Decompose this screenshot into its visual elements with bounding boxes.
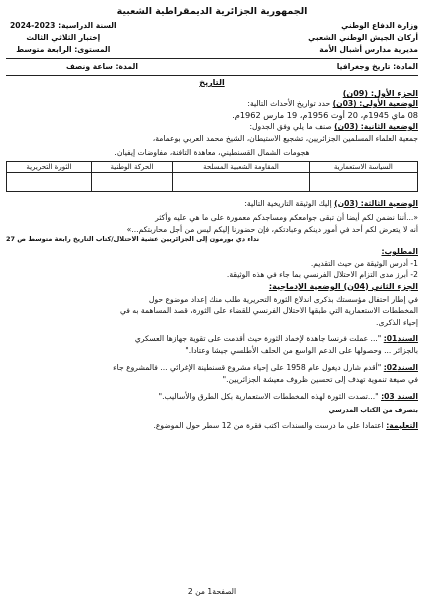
meta-center bbox=[10, 20, 117, 56]
exam-name: إختبار الثلاثي الثالث bbox=[26, 33, 101, 42]
meta-right bbox=[308, 20, 418, 56]
situation1-text: حدد تواريخ الأحداث التالية: bbox=[247, 99, 331, 108]
situation1-title: الوضعية الأولى: (03ن) bbox=[332, 99, 418, 108]
subject-row bbox=[6, 61, 418, 73]
support-doc-2-text-1: "أقدم شارل ديغول عام 1958 على إحياء مشروع قسنطينة الإغرائي ... فالمشروع جاء bbox=[113, 363, 382, 372]
support-doc-1-label: السند01: bbox=[383, 334, 418, 343]
question-2: 2- أبرز مدى التزام الاحتلال الفرنسي بما جاء في هذه الوثيقة. bbox=[226, 270, 418, 279]
part2-intro-1: في إطار احتفال مؤسستك بذكرى اندلاع الثورة التحريرية طلب منك إعداد موضوع حول bbox=[148, 294, 418, 304]
situation2 bbox=[6, 121, 418, 133]
support-doc-2-label: السند02: bbox=[383, 363, 418, 372]
situation3 bbox=[6, 198, 418, 210]
support-doc-1 bbox=[6, 333, 418, 345]
situation2-text: صنف ما يلي وفق الجدول: bbox=[249, 122, 332, 131]
situation2-title: الوضعية الثانية: (03ن) bbox=[334, 122, 418, 131]
history-title: التاريخ bbox=[199, 78, 225, 87]
part1-title: الجزء الأول: (09ن) bbox=[342, 89, 418, 98]
table-header-cell: الثورة التحريرية bbox=[7, 161, 92, 172]
duration: المدة: ساعة ونصف bbox=[66, 62, 138, 71]
situation1-dates: 08 ماي 1945م، 20 أوت 1956م، 19 مارس 1962م. bbox=[232, 109, 418, 120]
situation3-title: الوضعية الثالثة: (03ن) bbox=[334, 198, 418, 208]
table-cell bbox=[309, 172, 417, 191]
exam-page bbox=[6, 4, 418, 596]
table-header-cell: المقاومة الشعبية المسلحة bbox=[173, 161, 310, 172]
support-doc-3-text: "...تصدت الثورة لهذه المخططات الاستعمارية بكل الطرق والأساليب." bbox=[158, 392, 379, 401]
table-row bbox=[7, 172, 418, 191]
document-source: نداء دي بورمون إلى الجزائريين عشية الاحتلال/كتاب التاريخ رابعة متوسط ص 27 bbox=[6, 235, 260, 243]
part2-title: الجزء الثاني (04ن) الوضعية الإدماجية: bbox=[268, 281, 418, 291]
directorate: مديرية مدارس أشبال الأمة bbox=[319, 45, 418, 54]
table-cell bbox=[173, 172, 310, 191]
subject: المادة: تاريخ وجغرافيا bbox=[336, 62, 418, 71]
table-header-row bbox=[7, 161, 418, 172]
page-number: الصفحة1 من 2 bbox=[187, 587, 237, 596]
document-line-1: «...أننا نضمن لكم أيضا أن تبقى جوامعكم ومساجدكم معمورة على ما هي عليه وأكثر bbox=[155, 213, 418, 222]
support-doc-3 bbox=[6, 391, 418, 403]
divider bbox=[6, 75, 418, 76]
document-line-2: أنه لا يتعرض لكم أحد في أمور دينكم وعبادتكم، فإن حضورنا إليكم ليس من أجل محاربتكم...» bbox=[126, 224, 418, 234]
classification-table bbox=[6, 161, 418, 192]
table-cell bbox=[7, 172, 92, 191]
situation2-items-1: جمعية العلماء المسلمين الجزائريين، تشجيع الاستيطان، الشيخ محمد العربي بوعمامة، bbox=[152, 133, 418, 143]
table-cell bbox=[91, 172, 172, 191]
table-header-cell: الحركة الوطنية bbox=[91, 161, 172, 172]
question-1: 1- أدرس الوثيقة من حيث التقديم. bbox=[310, 258, 418, 268]
staff: أركان الجيش الوطني الشعبي bbox=[308, 33, 418, 42]
table-header-cell: السياسة الاستعمارية bbox=[309, 161, 417, 172]
level: المستوى: الرابعة متوسط bbox=[16, 45, 111, 54]
republic-heading: الجمهورية الجزائرية الديمقراطية الشعبية bbox=[116, 6, 308, 17]
support-doc-1-text-2: بالجزائر ... وحصولها على الدعم الواسع من الحلف الأطلسي جيشا وعتادا." bbox=[185, 345, 418, 355]
instruction-label: التعليمة: bbox=[386, 420, 418, 430]
divider bbox=[6, 58, 418, 59]
adapted-source: بتصرف من الكتاب المدرسي bbox=[328, 405, 418, 414]
situation1 bbox=[6, 98, 418, 110]
situation2-items-2: هجومات الشمال القسنطيني، معاهدة التافنة، مفاوضات إيفيان. bbox=[114, 148, 310, 157]
support-doc-2-text-2: في صيغة تنموية تهدف إلى تحسين ظروف معيشة الجزائريين." bbox=[222, 374, 418, 384]
required-label: المطلوب: bbox=[381, 247, 418, 256]
exam-meta bbox=[6, 20, 418, 56]
support-doc-2 bbox=[6, 362, 418, 374]
instruction bbox=[6, 420, 418, 432]
support-doc-1-text-1: "... عملت فرنسا جاهدة لإخماد الثورة حيث أقدمت على تقوية جهازها العسكري bbox=[134, 334, 382, 343]
instruction-text: اعتمادا على ما درست والسندات اكتب فقرة من 12 سطر حول الموضوع. bbox=[153, 420, 384, 430]
part2-intro-2: المخططات الاستعمارية التي طبقها الاحتلال الفرنسي للقضاء على الثورة، قصد المساهمة به في bbox=[119, 306, 418, 315]
situation3-text: إليك الوثيقة التاريخية التالية: bbox=[244, 198, 332, 208]
support-doc-3-label: السند 03: bbox=[381, 392, 418, 401]
part2-intro-3: إحياء الذكرى. bbox=[376, 317, 418, 327]
school-year: السنة الدراسية: 2023-2024 bbox=[10, 21, 117, 30]
ministry: وزارة الدفاع الوطني bbox=[341, 21, 418, 30]
